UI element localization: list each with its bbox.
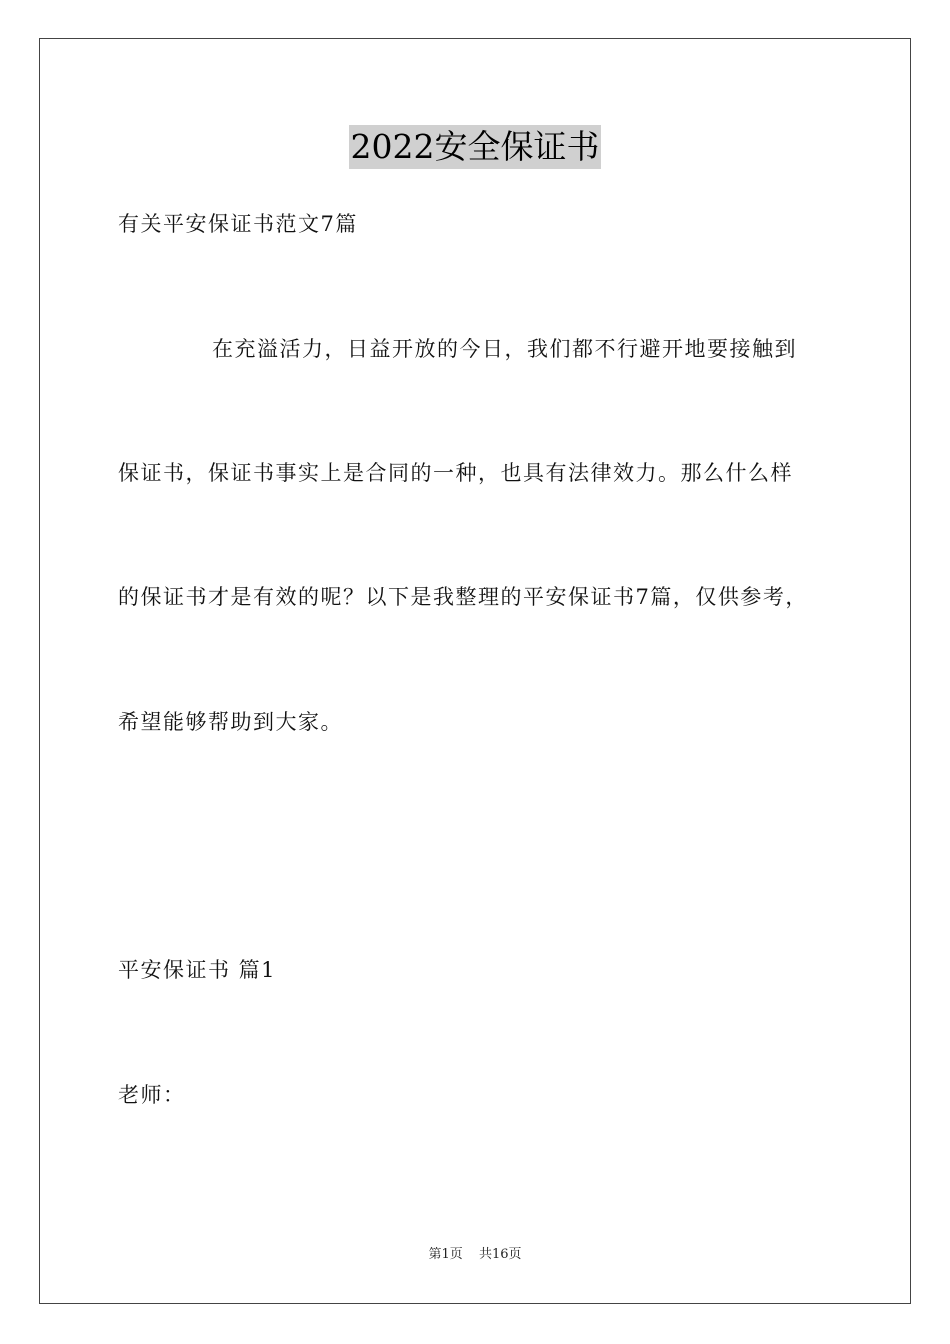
paragraph-line: 在充溢活力，日益开放的今日，我们都不行避开地要接触到 <box>212 337 797 361</box>
paragraph-line: 的保证书才是有效的呢？以下是我整理的平安保证书7篇，仅供参考， <box>118 585 808 609</box>
salutation: 老师： <box>118 1083 186 1107</box>
paragraph-line: 希望能够帮助到大家。 <box>118 710 343 734</box>
total-pages: 共16页 <box>478 1247 522 1262</box>
paragraph-line: 保证书，保证书事实上是合同的一种，也具有法律效力。那么什么样 <box>118 461 793 485</box>
document-title: 2022安全保证书 <box>349 125 602 169</box>
page-number: 第1页 <box>428 1247 463 1262</box>
page-footer <box>0 1246 950 1264</box>
title-container <box>0 125 950 169</box>
section-heading: 平安保证书 篇1 <box>118 958 277 982</box>
document-subtitle: 有关平安保证书范文7篇 <box>118 212 358 236</box>
